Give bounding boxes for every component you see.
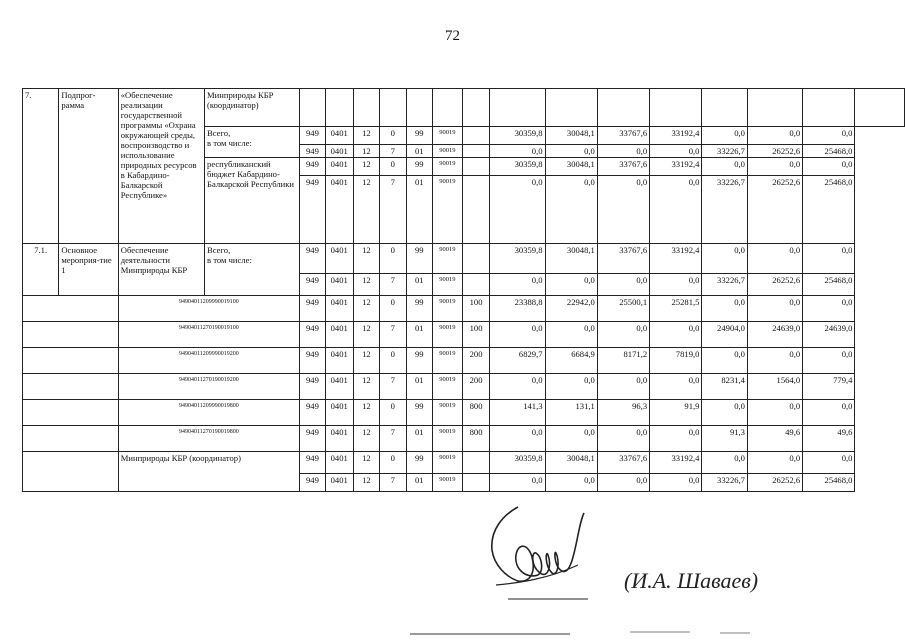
value-cell: 0,0 xyxy=(803,127,855,145)
value-cell: 7 xyxy=(380,274,406,296)
budget-code: 94904011209990019800 xyxy=(118,400,299,426)
value-cell: 01 xyxy=(406,474,433,492)
value-cell: 949 xyxy=(300,474,326,492)
value-cell: 33192,4 xyxy=(650,158,702,176)
value-cell: 949 xyxy=(300,145,326,158)
value-cell: 800 xyxy=(462,400,490,426)
value-cell: 0,0 xyxy=(650,426,702,452)
value-cell: 24639,0 xyxy=(747,322,802,348)
value-cell: 0,0 xyxy=(597,176,649,244)
budget-code: 94904011270190019800 xyxy=(118,426,299,452)
empty-cell xyxy=(462,89,490,127)
value-cell: 12 xyxy=(353,322,380,348)
value-cell: 949 xyxy=(300,348,326,374)
value-cell: 0,0 xyxy=(597,426,649,452)
value-cell: 30359,8 xyxy=(490,127,545,145)
row-type: Основное мероприя-тие 1 xyxy=(59,244,118,296)
value-cell: 12 xyxy=(353,145,380,158)
value-cell xyxy=(462,127,490,145)
row-number: 7.1. xyxy=(23,244,59,296)
value-cell xyxy=(462,474,490,492)
table-row xyxy=(23,296,905,322)
empty-cell xyxy=(597,89,649,127)
value-cell: 949 xyxy=(300,127,326,145)
value-cell: 99 xyxy=(406,158,433,176)
value-cell: 949 xyxy=(300,452,326,474)
value-cell: 33192,4 xyxy=(650,127,702,145)
value-cell: 0 xyxy=(380,158,406,176)
value-cell xyxy=(462,158,490,176)
value-cell: 33226,7 xyxy=(702,474,748,492)
value-cell: 26252,6 xyxy=(747,274,802,296)
value-cell: 90019 xyxy=(433,348,463,374)
value-cell: 90019 xyxy=(433,452,463,474)
value-cell: 0,0 xyxy=(490,322,545,348)
budget-table xyxy=(22,88,905,492)
value-cell: 12 xyxy=(353,176,380,244)
value-cell: 99 xyxy=(406,400,433,426)
value-cell: 33226,7 xyxy=(702,274,748,296)
value-cell: 131,1 xyxy=(545,400,597,426)
value-cell: 6684,9 xyxy=(545,348,597,374)
value-cell: 0401 xyxy=(325,244,353,274)
value-cell: 12 xyxy=(353,244,380,274)
budget-code: 94904011270190019200 xyxy=(118,374,299,400)
value-cell: 0401 xyxy=(325,322,353,348)
value-cell: 24904,0 xyxy=(702,322,748,348)
value-cell: 949 xyxy=(300,400,326,426)
table-row xyxy=(23,374,905,400)
value-cell: 26252,6 xyxy=(747,474,802,492)
value-cell: 0,0 xyxy=(650,474,702,492)
value-cell: 30359,8 xyxy=(490,452,545,474)
value-cell: 90019 xyxy=(433,374,463,400)
value-cell: 33767,6 xyxy=(597,158,649,176)
value-cell: 0,0 xyxy=(490,145,545,158)
table-row xyxy=(23,400,905,426)
value-cell: 0,0 xyxy=(545,426,597,452)
value-cell xyxy=(462,244,490,274)
value-cell: 90019 xyxy=(433,274,463,296)
value-cell: 25468,0 xyxy=(803,145,855,158)
value-cell: 0,0 xyxy=(803,348,855,374)
value-cell: 33767,6 xyxy=(597,452,649,474)
value-cell: 949 xyxy=(300,244,326,274)
budget-code: 94904011209990019200 xyxy=(118,348,299,374)
value-cell: 25468,0 xyxy=(803,474,855,492)
value-cell: 33767,6 xyxy=(597,127,649,145)
value-cell: 0401 xyxy=(325,426,353,452)
empty-cell xyxy=(23,374,119,400)
value-cell: 8231,4 xyxy=(702,374,748,400)
value-cell: 7 xyxy=(380,145,406,158)
value-cell: 0401 xyxy=(325,274,353,296)
value-cell: 0401 xyxy=(325,127,353,145)
empty-cell xyxy=(23,452,119,492)
value-cell: 949 xyxy=(300,296,326,322)
row-type: Подпрог- рамма xyxy=(59,89,118,244)
value-cell: 0,0 xyxy=(545,474,597,492)
responsible-cell: Всего, в том числе: xyxy=(205,127,300,158)
value-cell: 0 xyxy=(380,400,406,426)
value-cell: 0401 xyxy=(325,296,353,322)
value-cell xyxy=(462,452,490,474)
signature-image xyxy=(478,495,628,605)
value-cell: 0,0 xyxy=(650,176,702,244)
value-cell: 26252,6 xyxy=(747,176,802,244)
value-cell: 90019 xyxy=(433,176,463,244)
value-cell: 0,0 xyxy=(747,158,802,176)
value-cell: 0 xyxy=(380,127,406,145)
value-cell: 0401 xyxy=(325,400,353,426)
value-cell: 26252,6 xyxy=(747,145,802,158)
bottom-scan-marks xyxy=(390,628,890,640)
value-cell: 96,3 xyxy=(597,400,649,426)
value-cell: 33226,7 xyxy=(702,145,748,158)
value-cell: 25468,0 xyxy=(803,176,855,244)
value-cell: 0,0 xyxy=(803,244,855,274)
value-cell: 200 xyxy=(462,374,490,400)
value-cell: 0,0 xyxy=(597,145,649,158)
value-cell: 0,0 xyxy=(803,158,855,176)
value-cell: 141,3 xyxy=(490,400,545,426)
value-cell: 01 xyxy=(406,274,433,296)
value-cell: 30359,8 xyxy=(490,158,545,176)
empty-cell xyxy=(406,89,433,127)
value-cell: 01 xyxy=(406,145,433,158)
value-cell: 30048,1 xyxy=(545,158,597,176)
value-cell: 949 xyxy=(300,274,326,296)
empty-cell xyxy=(433,89,463,127)
table-row xyxy=(23,452,905,474)
empty-cell xyxy=(353,89,380,127)
value-cell: 23388,8 xyxy=(490,296,545,322)
value-cell: 0,0 xyxy=(490,176,545,244)
value-cell: 949 xyxy=(300,176,326,244)
value-cell: 01 xyxy=(406,374,433,400)
value-cell: 0,0 xyxy=(650,322,702,348)
value-cell: 0,0 xyxy=(702,452,748,474)
value-cell: 0,0 xyxy=(702,296,748,322)
value-cell: 7819,0 xyxy=(650,348,702,374)
value-cell: 0401 xyxy=(325,158,353,176)
value-cell: 7 xyxy=(380,374,406,400)
empty-cell xyxy=(380,89,406,127)
value-cell: 12 xyxy=(353,348,380,374)
value-cell: 0 xyxy=(380,452,406,474)
value-cell xyxy=(462,274,490,296)
value-cell: 91,3 xyxy=(702,426,748,452)
value-cell: 12 xyxy=(353,274,380,296)
value-cell: 0,0 xyxy=(747,452,802,474)
value-cell: 01 xyxy=(406,426,433,452)
empty-cell xyxy=(23,400,119,426)
value-cell: 0,0 xyxy=(597,322,649,348)
row-name: «Обеспечение реализации государственной программы «Охрана окружающей среды, воспроизводство и использование природных ресурсов в Кабардино-Балкарской Республике» xyxy=(118,89,204,244)
value-cell: 12 xyxy=(353,296,380,322)
table-row xyxy=(23,426,905,452)
value-cell: 90019 xyxy=(433,127,463,145)
value-cell: 0,0 xyxy=(545,374,597,400)
value-cell: 33767,6 xyxy=(597,244,649,274)
value-cell: 0,0 xyxy=(702,348,748,374)
value-cell: 949 xyxy=(300,374,326,400)
value-cell: 779,4 xyxy=(803,374,855,400)
value-cell: 6829,7 xyxy=(490,348,545,374)
responsible-cell: республиканский бюджет Кабардино-Балкарской Республики xyxy=(205,158,300,244)
empty-cell xyxy=(545,89,597,127)
value-cell: 30048,1 xyxy=(545,127,597,145)
empty-cell xyxy=(23,426,119,452)
value-cell: 0,0 xyxy=(490,426,545,452)
value-cell: 0,0 xyxy=(747,348,802,374)
value-cell: 200 xyxy=(462,348,490,374)
value-cell: 0,0 xyxy=(803,400,855,426)
value-cell: 0 xyxy=(380,348,406,374)
responsible-cell: Минприроды КБР (координатор) xyxy=(205,89,300,127)
responsible-cell: Минприроды КБР (координатор) xyxy=(118,452,299,492)
table-row xyxy=(23,244,905,274)
value-cell: 30048,1 xyxy=(545,244,597,274)
value-cell: 0,0 xyxy=(803,452,855,474)
value-cell: 7 xyxy=(380,474,406,492)
value-cell: 30359,8 xyxy=(490,244,545,274)
value-cell: 949 xyxy=(300,426,326,452)
svg-text:(И.А. Шаваев): (И.А. Шаваев) xyxy=(624,568,759,593)
value-cell: 0,0 xyxy=(702,158,748,176)
value-cell: 8171,2 xyxy=(597,348,649,374)
value-cell: 0401 xyxy=(325,452,353,474)
value-cell: 49,6 xyxy=(747,426,802,452)
value-cell: 12 xyxy=(353,452,380,474)
value-cell: 99 xyxy=(406,296,433,322)
empty-cell xyxy=(702,89,748,127)
value-cell: 0,0 xyxy=(747,296,802,322)
value-cell: 01 xyxy=(406,322,433,348)
empty-cell xyxy=(650,89,702,127)
value-cell: 0,0 xyxy=(702,127,748,145)
value-cell: 0,0 xyxy=(545,322,597,348)
value-cell: 90019 xyxy=(433,400,463,426)
value-cell: 25500,1 xyxy=(597,296,649,322)
value-cell: 90019 xyxy=(433,244,463,274)
value-cell: 49,6 xyxy=(803,426,855,452)
value-cell: 0,0 xyxy=(747,400,802,426)
empty-cell xyxy=(855,89,905,127)
value-cell: 33226,7 xyxy=(702,176,748,244)
budget-code: 94904011209990019100 xyxy=(118,296,299,322)
value-cell: 7 xyxy=(380,426,406,452)
value-cell: 0,0 xyxy=(597,274,649,296)
value-cell: 25281,5 xyxy=(650,296,702,322)
value-cell: 0,0 xyxy=(597,474,649,492)
value-cell: 0 xyxy=(380,296,406,322)
empty-cell xyxy=(747,89,802,127)
value-cell: 99 xyxy=(406,244,433,274)
value-cell xyxy=(462,176,490,244)
value-cell: 90019 xyxy=(433,322,463,348)
empty-cell xyxy=(300,89,326,127)
value-cell: 22942,0 xyxy=(545,296,597,322)
value-cell: 0,0 xyxy=(803,296,855,322)
value-cell: 01 xyxy=(406,176,433,244)
value-cell: 0,0 xyxy=(545,176,597,244)
value-cell: 0,0 xyxy=(490,374,545,400)
value-cell: 12 xyxy=(353,127,380,145)
value-cell: 0,0 xyxy=(597,374,649,400)
responsible-cell: Всего, в том числе: xyxy=(205,244,300,296)
value-cell: 99 xyxy=(406,348,433,374)
value-cell: 100 xyxy=(462,296,490,322)
value-cell: 0,0 xyxy=(545,274,597,296)
value-cell: 0,0 xyxy=(650,274,702,296)
value-cell: 949 xyxy=(300,158,326,176)
value-cell: 0,0 xyxy=(490,474,545,492)
value-cell: 0,0 xyxy=(702,400,748,426)
value-cell: 90019 xyxy=(433,145,463,158)
value-cell: 90019 xyxy=(433,426,463,452)
value-cell: 0401 xyxy=(325,176,353,244)
value-cell: 1564,0 xyxy=(747,374,802,400)
table-row xyxy=(23,322,905,348)
value-cell: 7 xyxy=(380,176,406,244)
value-cell: 12 xyxy=(353,374,380,400)
value-cell: 90019 xyxy=(433,158,463,176)
value-cell: 0,0 xyxy=(747,127,802,145)
row-name: Обеспечение деятельности Минприроды КБР xyxy=(118,244,204,296)
value-cell: 800 xyxy=(462,426,490,452)
value-cell: 24639,0 xyxy=(803,322,855,348)
value-cell: 90019 xyxy=(433,474,463,492)
value-cell xyxy=(462,145,490,158)
empty-cell xyxy=(490,89,545,127)
value-cell: 0,0 xyxy=(490,274,545,296)
value-cell: 12 xyxy=(353,426,380,452)
value-cell: 0401 xyxy=(325,474,353,492)
table-row xyxy=(23,348,905,374)
value-cell: 0,0 xyxy=(545,145,597,158)
value-cell: 949 xyxy=(300,322,326,348)
empty-cell xyxy=(23,348,119,374)
value-cell: 33192,4 xyxy=(650,244,702,274)
value-cell: 0401 xyxy=(325,374,353,400)
page-number: 72 xyxy=(445,28,460,44)
empty-cell xyxy=(23,296,119,322)
value-cell: 100 xyxy=(462,322,490,348)
table-row xyxy=(23,89,905,127)
value-cell: 7 xyxy=(380,322,406,348)
value-cell: 0401 xyxy=(325,145,353,158)
value-cell: 12 xyxy=(353,474,380,492)
value-cell: 0,0 xyxy=(650,374,702,400)
value-cell: 0,0 xyxy=(747,244,802,274)
empty-cell xyxy=(23,322,119,348)
value-cell: 12 xyxy=(353,400,380,426)
signature-name xyxy=(620,562,850,602)
value-cell: 99 xyxy=(406,452,433,474)
value-cell: 0,0 xyxy=(702,244,748,274)
row-number: 7. xyxy=(23,89,59,244)
budget-code: 94904011270190019100 xyxy=(118,322,299,348)
value-cell: 25468,0 xyxy=(803,274,855,296)
value-cell: 12 xyxy=(353,158,380,176)
value-cell: 33192,4 xyxy=(650,452,702,474)
empty-cell xyxy=(325,89,353,127)
value-cell: 90019 xyxy=(433,296,463,322)
value-cell: 0401 xyxy=(325,348,353,374)
empty-cell xyxy=(803,89,855,127)
value-cell: 0,0 xyxy=(650,145,702,158)
value-cell: 30048,1 xyxy=(545,452,597,474)
value-cell: 91,9 xyxy=(650,400,702,426)
value-cell: 0 xyxy=(380,244,406,274)
value-cell: 99 xyxy=(406,127,433,145)
